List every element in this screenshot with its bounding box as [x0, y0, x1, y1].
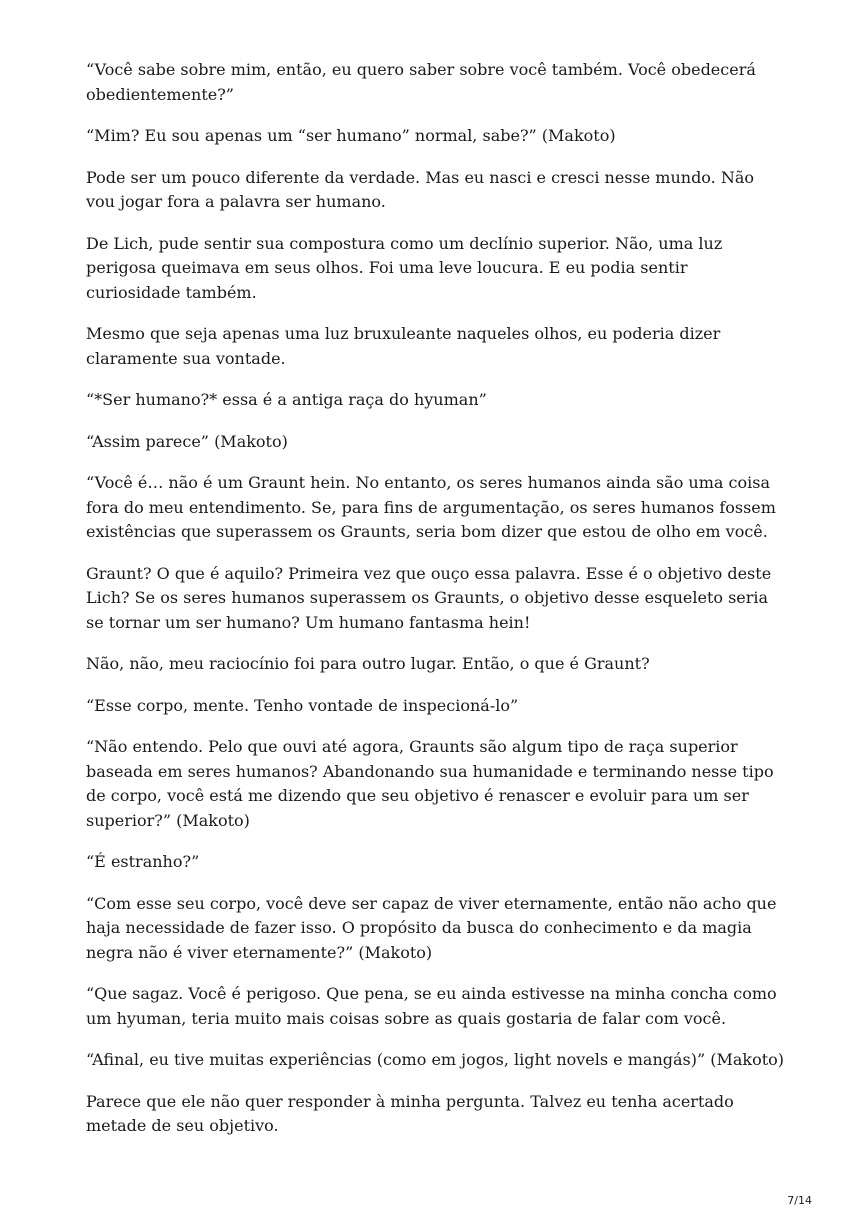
- paragraph-11: “Esse corpo, mente. Tenho vontade de inspecioná-lo”: [86, 695, 519, 715]
- paragraph-9: Graunt? O que é aquilo? Primeira vez que ouço essa palavra. Esse é o objetivo deste Lich? Se os seres humanos superassem os Graunts, o objetivo desse esqueleto seria se tornar um ser humano? Um humano fantasma hein!: [86, 563, 772, 632]
- paragraph-17: Parece que ele não quer responder à minha pergunta. Talvez eu tenha acertado metade de seu objetivo.: [86, 1091, 734, 1135]
- paragraph-3: Pode ser um pouco diferente da verdade. Mas eu nasci e cresci nesse mundo. Não vou jogar fora a palavra ser humano.: [86, 167, 754, 211]
- paragraph-16: “Afinal, eu tive muitas experiências (como em jogos, light novels e mangás)” (Makoto): [86, 1050, 785, 1069]
- paragraph-5: Mesmo que seja apenas uma luz bruxuleante naqueles olhos, eu poderia dizer claramente sua vontade.: [86, 324, 721, 368]
- page-number: 7/14: [787, 1194, 812, 1207]
- paragraph-8: “Você é… não é um Graunt hein. No entanto, os seres humanos ainda são uma coisa fora do meu entendimento. Se, para fins de argumentação, os seres humanos fossem existências que superassem os Graunts, seria bom dizer que estou de olho em você.: [86, 473, 776, 541]
- paragraph-14: “Com esse seu corpo, você deve ser capaz de viver eternamente, então não acho que haja necessidade de fazer isso. O propósito da busca do conhecimento e da magia negra não é viver eternamente?” (Makoto): [86, 893, 777, 962]
- paragraph-13: “É estranho?”: [86, 852, 200, 871]
- paragraph-1: “Você sabe sobre mim, então, eu quero saber sobre você também. Você obedecerá obedientemente?”: [86, 60, 756, 104]
- paragraph-12: “Não entendo. Pelo que ouvi até agora, Graunts são algum tipo de raça superior baseada em seres humanos? Abandonando sua humanidade e terminando nesse tipo de corpo, você está me dizendo que seu objetivo é renascer e evoluir para um ser superior?” (Makoto): [86, 737, 774, 830]
- paragraph-2: “Mim? Eu sou apenas um “ser humano” normal, sabe?” (Makoto): [86, 126, 616, 145]
- paragraph-6: “*Ser humano?* essa é a antiga raça do hyuman”: [86, 390, 487, 409]
- paragraph-7: “Assim parece” (Makoto): [86, 431, 288, 451]
- paragraph-10: Não, não, meu raciocínio foi para outro lugar. Então, o que é Graunt?: [86, 654, 650, 673]
- document-page: [86, 58, 786, 1156]
- paragraph-4: De Lich, pude sentir sua compostura como um declínio superior. Não, uma luz perigosa queimava em seus olhos. Foi uma leve loucura. E eu podia sentir curiosidade também.: [86, 233, 723, 302]
- paragraph-15: “Que sagaz. Você é perigoso. Que pena, se eu ainda estivesse na minha concha como um hyuman, teria muito mais coisas sobre as quais gostaria de falar com você.: [86, 984, 777, 1028]
